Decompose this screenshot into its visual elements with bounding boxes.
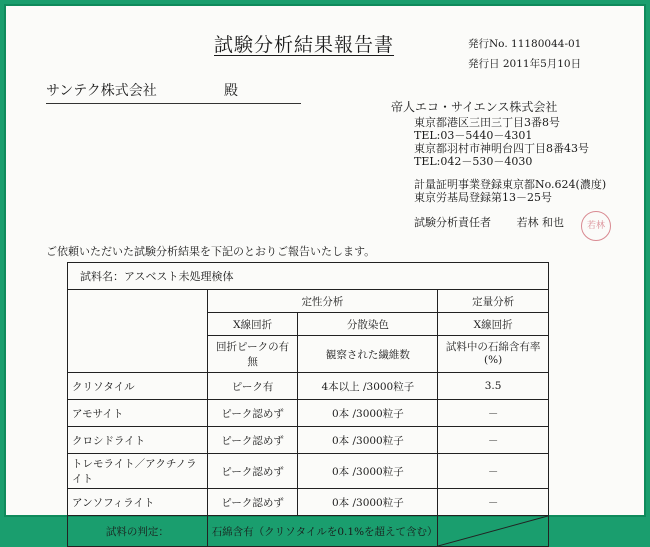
mineral-name: アモサイト bbox=[68, 400, 208, 427]
judgment-blank-cell bbox=[438, 516, 549, 547]
quantitative-header: 定量分析 bbox=[438, 290, 549, 313]
intro-text: ご依頼いただいた試験分析結果を下記のとおりご報告いたします。 bbox=[46, 245, 376, 258]
judgment-label: 試料の判定： bbox=[68, 516, 208, 547]
peak-result: ピーク認めず bbox=[207, 427, 298, 454]
table-row bbox=[68, 489, 549, 516]
content-value: － bbox=[438, 454, 549, 489]
fiber-count: 0本 /3000粒子 bbox=[298, 454, 438, 489]
xray-header: X線回折 bbox=[207, 313, 298, 336]
fiber-count: 0本 /3000粒子 bbox=[298, 489, 438, 516]
content-value: － bbox=[438, 400, 549, 427]
content-value: － bbox=[438, 489, 549, 516]
results-table bbox=[67, 262, 549, 547]
client-line bbox=[46, 80, 301, 104]
report-title: 試験分析結果報告書 bbox=[214, 34, 395, 56]
fiber-count: 0本 /3000粒子 bbox=[298, 427, 438, 454]
header-row-1 bbox=[68, 290, 549, 313]
peak-result: ピーク認めず bbox=[207, 489, 298, 516]
mineral-name: アンソフィライト bbox=[68, 489, 208, 516]
issue-date-label: 発行日 bbox=[468, 58, 500, 70]
issue-number-value: 11180044-01 bbox=[511, 38, 582, 50]
mineral-name: クリソタイル bbox=[68, 373, 208, 400]
sample-name-row bbox=[68, 263, 549, 290]
issue-number bbox=[468, 36, 581, 51]
table-row bbox=[68, 454, 549, 489]
fiber-count: 0本 /3000粒子 bbox=[298, 400, 438, 427]
responsible-name: 若林 和也 bbox=[516, 216, 564, 229]
fiber-count: 4本以上 /3000粒子 bbox=[298, 373, 438, 400]
client-name: サンテク株式会社 bbox=[46, 83, 157, 99]
table-row bbox=[68, 373, 549, 400]
col-peak-header: 回折ピークの有無 bbox=[207, 336, 298, 373]
qualitative-header: 定性分析 bbox=[207, 290, 438, 313]
issuer-address bbox=[414, 116, 589, 168]
responsible-person bbox=[414, 216, 564, 229]
mineral-name: クロシドライト bbox=[68, 427, 208, 454]
xray-quant-header: X線回折 bbox=[438, 313, 549, 336]
judgment-value: 石綿含有（クリソタイルを0.1%を超えて含む） bbox=[207, 516, 438, 547]
header-blank bbox=[68, 290, 208, 373]
dispersion-header: 分散染色 bbox=[298, 313, 438, 336]
peak-result: ピーク認めず bbox=[207, 400, 298, 427]
registration-info bbox=[414, 178, 606, 204]
table-row bbox=[68, 400, 549, 427]
address-line: 東京都羽村市神明台四丁目8番43号 bbox=[414, 142, 589, 155]
issue-date-value: 2011年5月10日 bbox=[502, 58, 582, 70]
peak-result: ピーク認めず bbox=[207, 454, 298, 489]
issuer-company: 帝人エコ・サイエンス株式会社 bbox=[391, 100, 558, 114]
address-line: TEL:03－5440－4301 bbox=[414, 129, 533, 142]
judgment-row bbox=[68, 516, 549, 547]
issue-number-label: 発行No. bbox=[468, 38, 508, 50]
registration-line: 計量証明事業登録東京都No.624(濃度) bbox=[414, 178, 607, 191]
content-value: 3.5 bbox=[438, 373, 549, 400]
report-page bbox=[4, 4, 646, 538]
client-honorific: 殿 bbox=[224, 83, 238, 99]
content-value: － bbox=[438, 427, 549, 454]
registration-line: 東京労基局登録第13－25号 bbox=[414, 191, 552, 204]
peak-result: ピーク有 bbox=[207, 373, 298, 400]
issue-date bbox=[468, 56, 581, 71]
seal-stamp: 若林 bbox=[581, 211, 611, 241]
mineral-name: トレモライト／アクチノライト bbox=[68, 454, 208, 489]
table-row bbox=[68, 427, 549, 454]
responsible-label: 試験分析責任者 bbox=[414, 216, 491, 229]
col-fiber-header: 観察された繊維数 bbox=[298, 336, 438, 373]
address-line: 東京都港区三田三丁目3番8号 bbox=[414, 116, 560, 129]
col-content-header: 試料中の石綿含有率(%) bbox=[438, 336, 549, 373]
address-line: TEL:042－530－4030 bbox=[414, 155, 533, 168]
sample-name: 試料名：アスベスト未処理検体 bbox=[68, 263, 549, 290]
